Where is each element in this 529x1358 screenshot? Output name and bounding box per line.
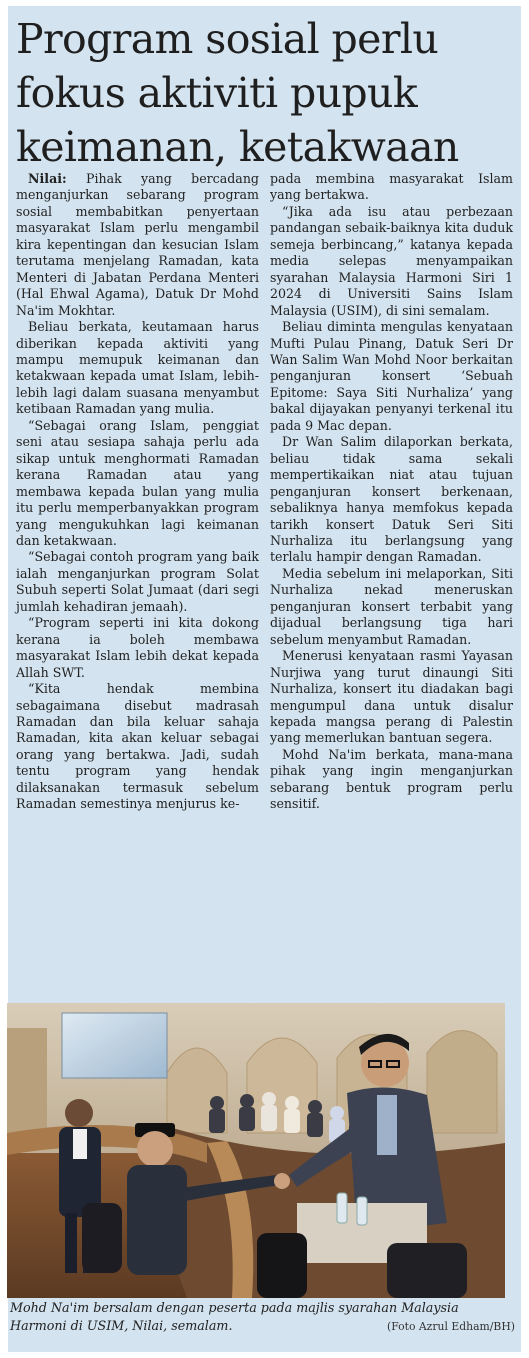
- article-headline: [16, 12, 516, 174]
- body-paragraph: Mohd Na'im berkata, mana-mana pihak yang ingin menganjurkan sebarang bentuk program perlu sensitif.: [270, 746, 513, 812]
- dateline: Nilai:: [28, 171, 67, 186]
- headline-line-3: keimanan, ketakwaan: [16, 123, 459, 171]
- photo-illustration: [7, 1003, 505, 1298]
- body-paragraph: Beliau berkata, keutamaan harus diberikan kepada aktiviti yang mampu memupuk keimanan dan ketakwaan kepada umat Islam, lebih-lebih lagi dalam suasana menyambut ketibaan Ramadan yang mulia.: [16, 319, 259, 417]
- continuation-paragraph: pada membina masyarakat Islam yang bertakwa.: [270, 171, 513, 203]
- body-paragraph: Dr Wan Salim dilaporkan berkata, beliau tidak sama sekali mempertikaikan niat atau tujuan penganjuran konsert berkenaan, sebaliknya hanya memfokus kepada tarikh konsert Datuk Seri Siti Nurhaliza itu berlangsung yang terlalu hampir dengan Ramadan.: [270, 434, 513, 565]
- body-paragraph: “Kita hendak membina sebagaimana disebut madrasah Ramadan dan bila keluar sahaja Ramadan, kita akan keluar sebagai orang yang bertakwa. Jadi, sudah tentu program yang hendak dilaksanakan termasuk sebelum Ramadan semestinya menjurus ke-: [16, 681, 259, 812]
- lead-paragraph: [16, 171, 259, 319]
- lead-text: Pihak yang bercadang menganjurkan sebarang program sosial membabitkan penyertaan masyarakat Islam perlu mengambil kira kepentingan dan kesucian Islam terutama menjelang Ramadan, kata Menteri di Jabatan Perdana Menteri (Hal Ehwal Agama), Datuk Dr Mohd Na'im Mokhtar.: [16, 171, 259, 318]
- body-paragraph: Menerusi kenyataan rasmi Yayasan Nurjiwa yang turut dinaungi Siti Nurhaliza, konsert itu diadakan bagi mengumpul dana untuk disalur kepada mangsa perang di Palestin yang memerlukan bantuan segera.: [270, 648, 513, 746]
- body-paragraph: “Sebagai orang Islam, penggiat seni atau sesiapa sahaja perlu ada sikap untuk menghormati Ramadan kerana Ramadan atau yang membawa kepada bulan yang mulia itu perlu memperbanyakkan program yang mengukuhkan lagi keimanan dan ketakwaan.: [16, 417, 259, 548]
- article-column-right: [270, 171, 513, 813]
- photo-credit: (Foto Azrul Edham/BH): [387, 1320, 515, 1333]
- body-paragraph: Beliau diminta mengulas kenyataan Mufti Pulau Pinang, Datuk Seri Dr Wan Salim Wan Mohd Noor berkaitan penganjuran konsert ‘Sebuah Epitome: Saya Siti Nurhaliza’ yang bakal dijayakan penyanyi terkenal itu pada 9 Mac depan.: [270, 319, 513, 433]
- headline-line-1: Program sosial perlu: [16, 15, 439, 63]
- article-column-left: [16, 171, 259, 813]
- news-photo: [7, 1003, 505, 1298]
- body-paragraph: Media sebelum ini melaporkan, Siti Nurhaliza nekad meneruskan penganjuran konsert terbabit yang dijadual berlangsung tiga hari sebelum menyambut Ramadan.: [270, 565, 513, 647]
- body-paragraph: “Program seperti ini kita dokong kerana ia boleh membawa masyarakat Islam lebih dekat kepada Allah SWT.: [16, 615, 259, 680]
- photo-caption: Mohd Na'im bersalam dengan peserta pada majlis syarahan Malaysia Harmoni di USIM, Nilai, semalam.: [10, 1300, 459, 1333]
- body-paragraph: “Jika ada isu atau perbezaan pandangan sebaik-baiknya kita duduk semeja berbincang,” katanya kepada media selepas menyampaikan syarahan Malaysia Harmoni Siri 1 2024 di Universiti Sains Islam Malaysia (USIM), di sini semalam.: [270, 203, 513, 318]
- body-paragraph: “Sebagai contoh program yang baik ialah menganjurkan program Solat Subuh seperti Solat Jumaat (dari segi jumlah kehadiran jemaah).: [16, 549, 259, 614]
- headline-line-2: fokus aktiviti pupuk: [16, 69, 418, 117]
